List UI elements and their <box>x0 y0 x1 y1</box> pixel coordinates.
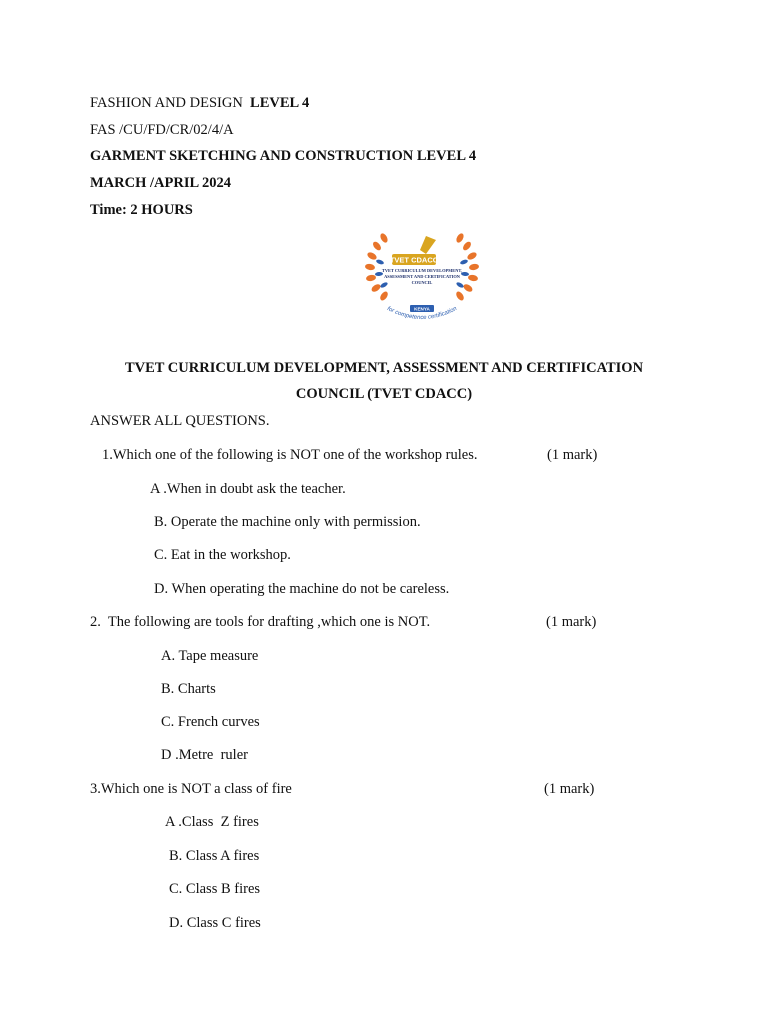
q1-option-a: A .When in doubt ask the teacher. <box>150 481 346 497</box>
q3-option-c: C. Class B fires <box>169 881 261 897</box>
course-title <box>90 94 309 112</box>
q3-option-b: B. Class A fires <box>169 848 260 864</box>
laurel-right-icon <box>455 232 480 302</box>
paper-title: GARMENT SKETCHING AND CONSTRUCTION LEVEL 4 <box>90 148 477 164</box>
logo-text-3: COUNCIL <box>411 280 433 285</box>
course-prefix: FASHION AND DESIGN <box>90 95 251 111</box>
logo-text-2: ASSESSMENT AND CERTIFICATION <box>384 274 460 279</box>
q3-option-d: D. Class C fires <box>169 915 261 931</box>
instructions: ANSWER ALL QUESTIONS. <box>90 413 270 429</box>
course-code: FAS /CU/FD/CR/02/4/A <box>90 122 234 138</box>
question-3-text: 3.Which one is NOT a class of fire <box>90 781 292 797</box>
q2-option-b: B. Charts <box>161 681 216 697</box>
question-3-marks: (1 mark) <box>544 781 595 797</box>
pen-nib-icon <box>420 236 436 254</box>
q2-option-c: C. French curves <box>161 714 260 730</box>
course-level: LEVEL 4 <box>250 95 310 111</box>
logo-country: KENYA <box>414 306 430 312</box>
q2-option-d: D .Metre ruler <box>161 747 248 763</box>
question-1-text: 1.Which one of the following is NOT one of the workshop rules. <box>102 447 478 463</box>
logo-text-1: TVET CURRICULUM DEVELOPMENT, <box>381 268 463 273</box>
exam-session: MARCH /APRIL 2024 <box>90 175 231 191</box>
council-heading-line1: TVET CURRICULUM DEVELOPMENT, ASSESSMENT AND CERTIFICATION <box>124 360 644 376</box>
question-1-marks: (1 mark) <box>547 447 598 463</box>
q1-option-d: D. When operating the machine do not be careless. <box>154 581 450 597</box>
question-2-marks: (1 mark) <box>546 614 597 630</box>
logo-motto: for competence certification <box>385 305 459 322</box>
question-2-text: 2. The following are tools for drafting ,which one is NOT. <box>90 614 431 630</box>
q3-option-a: A .Class Z fires <box>165 814 259 830</box>
exam-time: Time: 2 HOURS <box>90 202 193 218</box>
q1-option-c: C. Eat in the workshop. <box>154 547 291 563</box>
tvet-cdacc-logo <box>360 224 486 328</box>
logo-banner-text: TVET CDACC <box>389 255 439 265</box>
laurel-left-icon <box>365 232 390 302</box>
q2-option-a: A. Tape measure <box>161 648 259 664</box>
council-heading-line2: COUNCIL (TVET CDACC) <box>295 386 473 402</box>
q1-option-b: B. Operate the machine only with permission. <box>154 514 421 530</box>
